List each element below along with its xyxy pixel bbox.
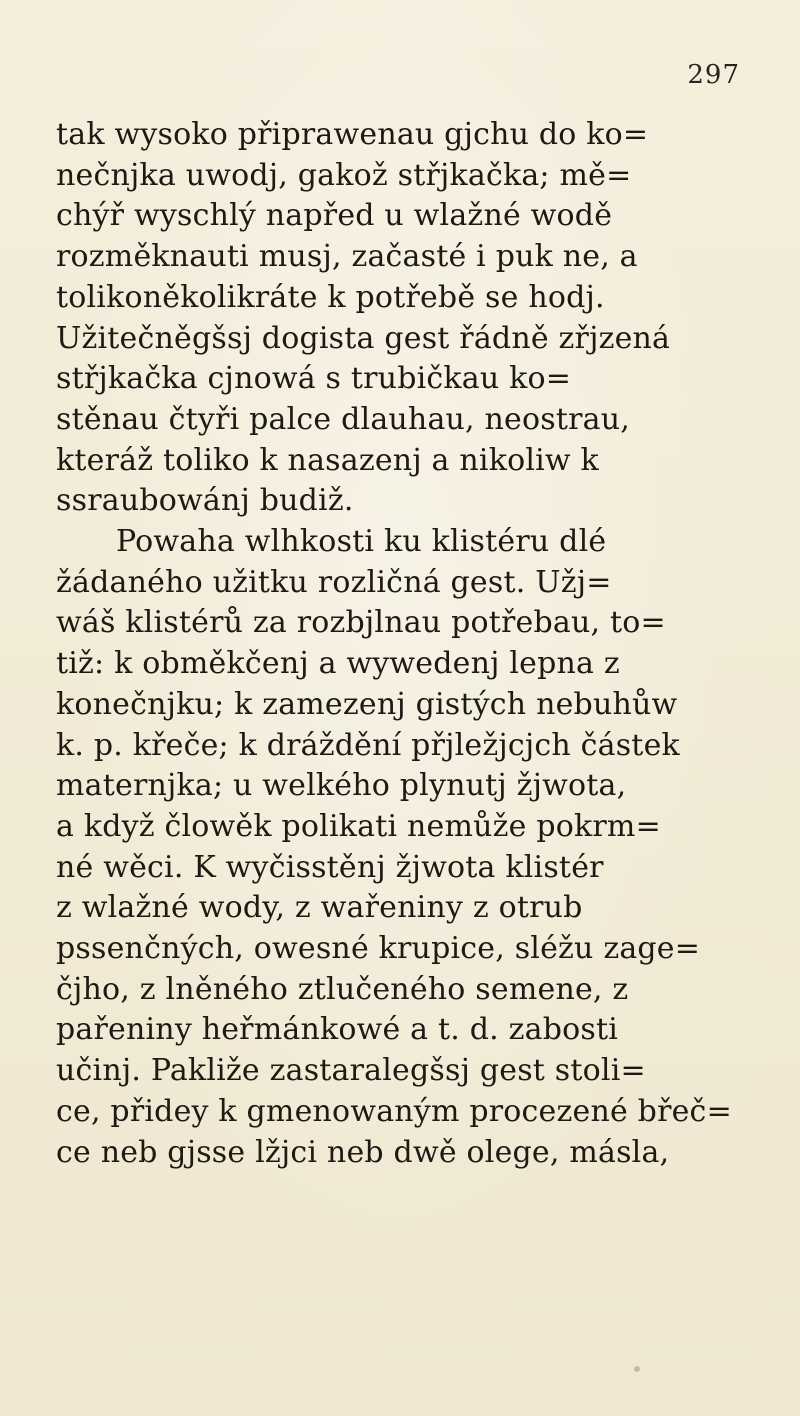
text-line: Užitečněgšsj dogista gest řádně zřjzená: [56, 320, 671, 356]
text-line: tak wysoko připrawenau gjchu do ko=: [56, 117, 649, 152]
paper-speck: [634, 1366, 640, 1372]
text-line: kteráž toliko k nasazenj a nikoliw k: [56, 442, 599, 478]
text-line: stěnau čtyři palce dlauhau, neostrau,: [56, 401, 631, 437]
text-line: maternjka; u welkého plynutj žjwota,: [56, 768, 627, 804]
text-line: k. p. křeče; k dráždění přjležjcjch částek: [56, 727, 680, 763]
text-line: tolikoněkolikráte k potřebě se hodj.: [56, 279, 605, 315]
text-line: učinj. Pakliže zastaralegšsj gest stoli=: [56, 1053, 646, 1089]
text-line: tiž: k obměkčenj a wywedenj lepna z: [56, 646, 620, 682]
text-line: čjho, z lněného ztlučeného semene, z: [56, 971, 629, 1007]
text-line: Powaha wlhkosti ku klistéru dlé: [116, 524, 607, 560]
text-line: pssenčných, owesné krupice, sléžu zage=: [56, 931, 701, 967]
text-line: z wlažné wody, z wařeniny z otrub: [56, 890, 583, 926]
text-line: ce neb gjsse lžjci neb dwě olege, másla,: [56, 1134, 670, 1170]
text-line: pařeniny heřmánkowé a t. d. zabosti: [56, 1012, 619, 1048]
body-text: [56, 115, 756, 1173]
text-line: rozměknauti musj, začasté i puk ne, a: [56, 239, 638, 275]
text-line: né wěci. K wyčisstěnj žjwota klistér: [56, 849, 604, 885]
text-line: konečnjku; k zamezenj gistých nebuhůw: [56, 686, 678, 722]
text-line: nečnjka uwodj, gakož střjkačka; mě=: [56, 157, 632, 193]
text-line: a když člowěk polikati nemůže pokrm=: [56, 808, 661, 844]
text-line: wáš klistérů za rozbjlnau potřebau, to=: [56, 605, 666, 641]
text-line: ce, přidey k gmenowaným procezené břeč=: [56, 1093, 732, 1129]
page-number: 297: [687, 60, 740, 90]
text-line: chýř wyschlý napřed u wlažné wodě: [56, 198, 613, 234]
text-line: ssraubowánj budiž.: [56, 483, 354, 519]
text-line: žádaného užitku rozličná gest. Užj=: [56, 564, 612, 600]
text-line: střjkačka cjnowá s trubičkau ko=: [56, 361, 572, 397]
